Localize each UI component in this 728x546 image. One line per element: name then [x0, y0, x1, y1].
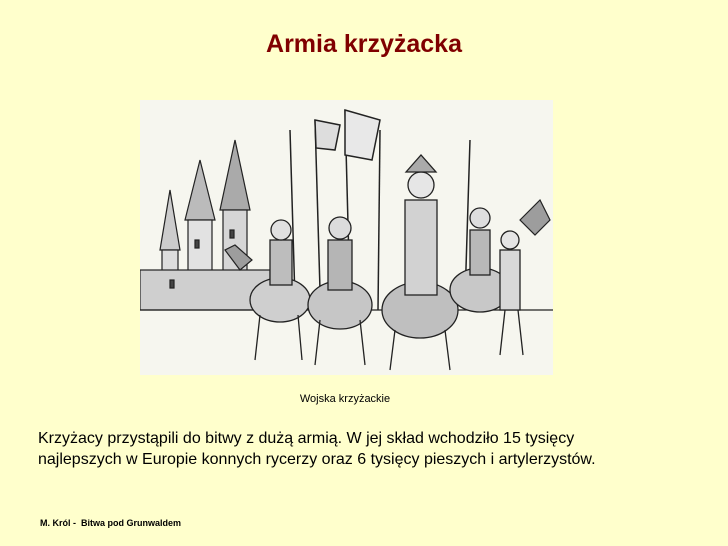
crusader-army-illustration — [140, 100, 553, 375]
slide-footer — [40, 518, 181, 528]
body-line-1: Krzyżacy przystąpili do bitwy z dużą armią. W jej skład wchodziło 15 tysięcy — [38, 430, 575, 447]
footer-author: M. Król - — [40, 518, 79, 528]
crusader-army-drawing — [140, 100, 553, 375]
slide-title: Armia krzyżacka — [266, 30, 462, 58]
image-caption: Wojska krzyżackie — [299, 393, 391, 405]
body-line-2: najlepszych w Europie konnych rycerzy oraz 6 tysięcy pieszych i artylerzystów. — [38, 451, 596, 468]
body-paragraph — [38, 428, 708, 470]
footer-subject: Bitwa pod Grunwaldem — [81, 518, 182, 528]
